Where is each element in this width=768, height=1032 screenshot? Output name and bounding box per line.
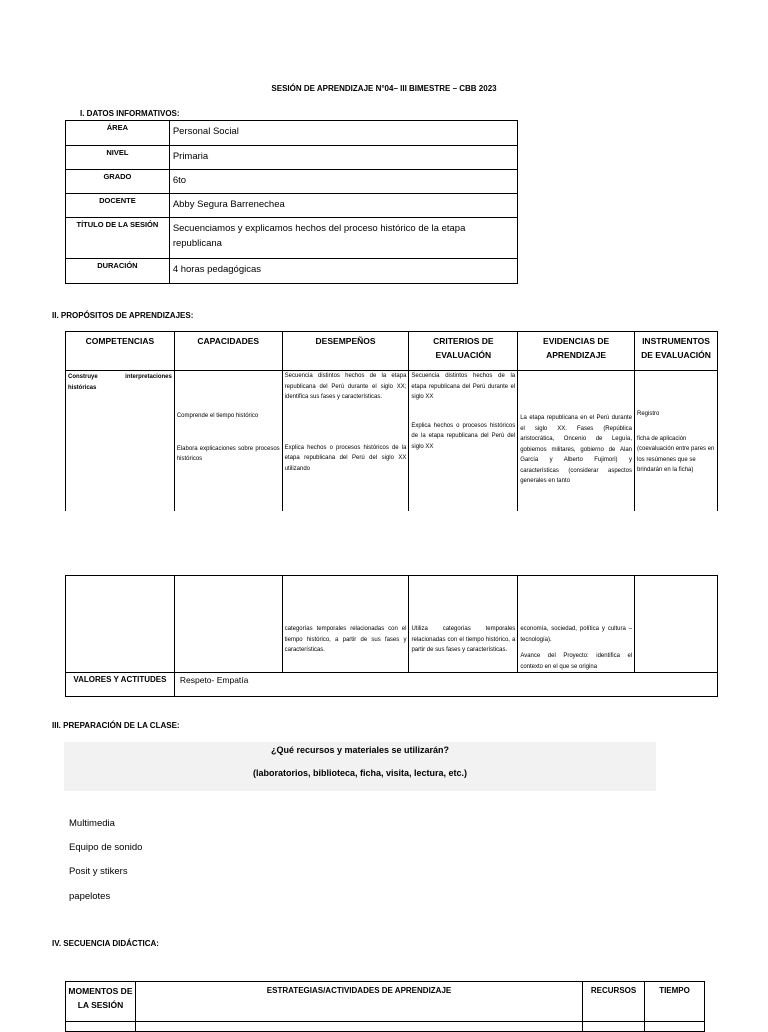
propositos-table-part1: [65, 331, 718, 511]
header-momentos: MOMENTOS DE LA SESIÓN: [66, 982, 136, 1022]
valores-label: VALORES Y ACTITUDES: [66, 673, 175, 697]
evidencia-3: Avance del Proyecto: identifica el contexto en el que se origina: [520, 653, 633, 670]
instrumento-1: Registro: [637, 411, 660, 417]
recursos-examples: (laboratorios, biblioteca, ficha, visita, lectura, etc.): [252, 768, 468, 778]
evidencia-1: La etapa republicana en el Perú durante el siglo XX. Fases (República aristocrática, Oncenio de Leguía, gobiernos militares, gobierno de Alan García y Alberto Fujimori) y características (considerar aspectos generales en tanto: [520, 415, 632, 484]
resource-item: Equipo de sonido: [69, 842, 143, 853]
resource-item: Posit y stikers: [69, 866, 128, 877]
header-competencias: COMPETENCIAS: [66, 332, 175, 371]
valores-value: Respeto- Empatía: [174, 673, 717, 697]
label-grado: GRADO: [66, 170, 170, 194]
value-titulo: Secuenciamos y explicamos hechos del proceso histórico de la etapa republicana: [169, 218, 517, 259]
criterio-2: Explica hechos o procesos históricos de la etapa republicana del Perú del siglo XX: [411, 422, 516, 450]
desempeno-2-continued: categorías temporales relacionadas con el tiempo histórico, a partir de sus fases y características.: [284, 626, 407, 653]
section-4-heading: IV. SECUENCIA DIDÁCTICA:: [52, 939, 159, 948]
resource-item: Multimedia: [69, 818, 115, 829]
instrumento-2: ficha de aplicación (coevaluación entre pares en los resúmenes que se brindarán en la ficha): [637, 435, 715, 473]
header-capacidades: CAPACIDADES: [174, 332, 282, 371]
section-2-heading: II. PROPÓSITOS DE APRENDIZAJES:: [52, 311, 194, 320]
header-tiempo: TIEMPO: [645, 982, 705, 1022]
header-instrumentos: INSTRUMENTOS DE EVALUACIÓN: [635, 332, 718, 371]
value-nivel: Primaria: [169, 146, 517, 170]
resource-item: papelotes: [69, 891, 111, 902]
capacidad-1: Comprende el tiempo histórico: [176, 413, 259, 419]
header-estrategias: ESTRATEGIAS/ACTIVIDADES DE APRENDIZAJE: [135, 982, 582, 1022]
desempeno-2: Explica hechos o procesos históricos de la etapa republicana del Perú del siglo XX utilizando: [284, 444, 407, 472]
label-duracion: DURACIÓN: [66, 259, 170, 284]
header-desempenos: DESEMPEÑOS: [282, 332, 409, 371]
criterio-1: Secuencia distintos hechos de la etapa republicana del Perú durante el siglo XX: [411, 373, 516, 400]
recursos-question: ¿Qué recursos y materiales se utilizarán?: [270, 745, 450, 755]
propositos-table-part2: [65, 575, 718, 697]
evidencia-2: economía, sociedad, política y cultura – tecnología).: [520, 626, 633, 643]
value-duracion: 4 horas pedagógicas: [169, 259, 517, 284]
value-area: Personal Social: [169, 121, 517, 146]
label-titulo: TÍTULO DE LA SESIÓN: [66, 218, 170, 259]
competencia-text: Construye interpretaciones históricas: [68, 374, 172, 391]
recursos-box: [64, 742, 656, 791]
secuencia-table: [65, 981, 705, 1032]
criterio-3: Utiliza categorías temporales relacionadas con el tiempo histórico, a partir de sus fases y características.: [411, 626, 516, 653]
header-recursos: RECURSOS: [583, 982, 645, 1022]
value-grado: 6to: [169, 170, 517, 194]
datos-informativos-table: [65, 120, 518, 284]
section-1-heading: I. DATOS INFORMATIVOS:: [80, 109, 180, 118]
label-docente: DOCENTE: [66, 194, 170, 218]
value-docente: Abby Segura Barrenechea: [169, 194, 517, 218]
label-nivel: NIVEL: [66, 146, 170, 170]
section-3-heading: III. PREPARACIÓN DE LA CLASE:: [52, 721, 180, 730]
document-title: SESIÓN DE APRENDIZAJE N°04– III BIMESTRE – CBB 2023: [271, 84, 497, 93]
desempeno-1: Secuencia distintos hechos de la etapa republicana del Perú durante el siglo XX; identifica sus fases y características.: [284, 373, 407, 400]
header-evidencias: EVIDENCIAS DE APRENDIZAJE: [518, 332, 635, 371]
label-area: ÁREA: [66, 121, 170, 146]
header-criterios: CRITERIOS DE EVALUACIÓN: [409, 332, 518, 371]
capacidad-2: Elabora explicaciones sobre procesos históricos: [176, 445, 280, 462]
